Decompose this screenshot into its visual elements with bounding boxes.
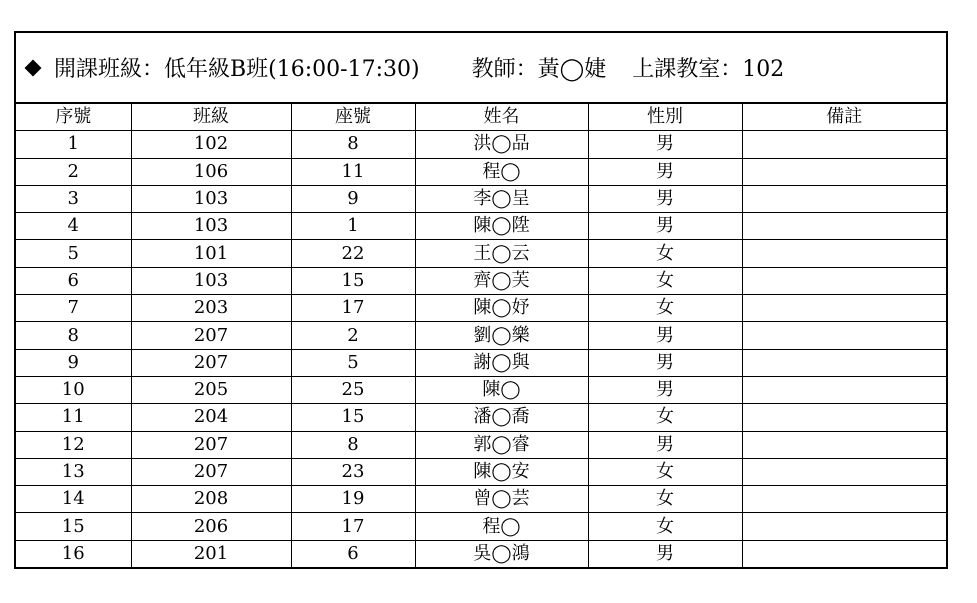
cell-class: 103 [131,267,291,294]
cell-name: 劉◯樂 [415,322,588,349]
cell-seat: 19 [291,486,415,513]
cell-name: 曾◯芸 [415,486,588,513]
cell-gender: 男 [588,322,742,349]
cell-class: 207 [131,431,291,458]
cell-name: 王◯云 [415,240,588,267]
table-row [16,322,946,349]
cell-seat: 17 [291,513,415,540]
cell-seat: 17 [291,295,415,322]
teacher-name: 教師：黃◯婕 [471,57,607,82]
cell-class: 201 [131,540,291,567]
cell-seat: 11 [291,158,415,185]
cell-gender: 女 [588,295,742,322]
cell-remarks [742,458,946,485]
cell-remarks [742,540,946,567]
cell-remarks [742,431,946,458]
table-row [16,295,946,322]
table-row [16,158,946,185]
cell-remarks [742,322,946,349]
cell-class: 207 [131,349,291,376]
class-roster-sheet [14,31,948,569]
cell-index: 14 [16,486,131,513]
table-row [16,131,946,158]
cell-index: 10 [16,376,131,403]
table-header-row [16,104,946,131]
cell-gender: 男 [588,540,742,567]
cell-index: 2 [16,158,131,185]
cell-seat: 8 [291,431,415,458]
cell-index: 1 [16,131,131,158]
table-row [16,349,946,376]
cell-class: 203 [131,295,291,322]
table-row [16,240,946,267]
cell-gender: 女 [588,486,742,513]
cell-gender: 男 [588,349,742,376]
cell-name: 郭◯睿 [415,431,588,458]
cell-seat: 22 [291,240,415,267]
cell-remarks [742,376,946,403]
table-row [16,540,946,567]
cell-gender: 男 [588,376,742,403]
table-row [16,376,946,403]
cell-name: 謝◯與 [415,349,588,376]
cell-gender: 女 [588,513,742,540]
cell-class: 204 [131,404,291,431]
cell-gender: 男 [588,185,742,212]
cell-remarks [742,240,946,267]
cell-remarks [742,213,946,240]
cell-name: 李◯呈 [415,185,588,212]
table-row [16,513,946,540]
cell-name: 陳◯妤 [415,295,588,322]
cell-gender: 男 [588,431,742,458]
cell-gender: 男 [588,213,742,240]
cell-seat: 25 [291,376,415,403]
cell-index: 7 [16,295,131,322]
cell-class: 101 [131,240,291,267]
roster-table [16,104,946,567]
cell-name: 程◯ [415,513,588,540]
cell-index: 8 [16,322,131,349]
column-header-seat: 座號 [291,104,415,131]
roster-header [16,33,946,104]
cell-gender: 女 [588,404,742,431]
cell-remarks [742,513,946,540]
table-row [16,213,946,240]
cell-seat: 8 [291,131,415,158]
cell-class: 205 [131,376,291,403]
cell-seat: 2 [291,322,415,349]
table-row [16,267,946,294]
cell-class: 103 [131,213,291,240]
cell-remarks [742,404,946,431]
cell-index: 15 [16,513,131,540]
cell-name: 潘◯喬 [415,404,588,431]
cell-index: 5 [16,240,131,267]
column-header-gender: 性別 [588,104,742,131]
cell-class: 207 [131,458,291,485]
cell-seat: 9 [291,185,415,212]
cell-class: 102 [131,131,291,158]
cell-class: 207 [131,322,291,349]
cell-class: 106 [131,158,291,185]
cell-index: 9 [16,349,131,376]
cell-remarks [742,185,946,212]
cell-name: 洪◯品 [415,131,588,158]
cell-remarks [742,486,946,513]
column-header-class: 班級 [131,104,291,131]
cell-seat: 15 [291,267,415,294]
cell-gender: 女 [588,240,742,267]
cell-index: 13 [16,458,131,485]
cell-remarks [742,349,946,376]
table-row [16,486,946,513]
roster-table-body [16,131,946,567]
cell-remarks [742,267,946,294]
cell-name: 陳◯ [415,376,588,403]
table-row [16,431,946,458]
class-info: 開課班級：低年級B班(16:00-17:30) [54,57,420,82]
cell-name: 陳◯安 [415,458,588,485]
cell-index: 3 [16,185,131,212]
cell-name: 齊◯芙 [415,267,588,294]
table-row [16,185,946,212]
cell-index: 6 [16,267,131,294]
cell-name: 程◯ [415,158,588,185]
cell-name: 陳◯陞 [415,213,588,240]
diamond-bullet-icon [24,59,42,77]
cell-remarks [742,158,946,185]
cell-seat: 1 [291,213,415,240]
cell-gender: 女 [588,458,742,485]
cell-name: 吳◯鴻 [415,540,588,567]
cell-seat: 6 [291,540,415,567]
classroom-number: 上課教室：102 [632,57,785,82]
cell-index: 12 [16,431,131,458]
cell-gender: 男 [588,158,742,185]
cell-class: 208 [131,486,291,513]
cell-seat: 5 [291,349,415,376]
column-header-remarks: 備註 [742,104,946,131]
cell-seat: 23 [291,458,415,485]
cell-remarks [742,295,946,322]
cell-class: 206 [131,513,291,540]
cell-index: 11 [16,404,131,431]
cell-gender: 男 [588,131,742,158]
table-row [16,404,946,431]
cell-class: 103 [131,185,291,212]
column-header-index: 序號 [16,104,131,131]
table-row [16,458,946,485]
cell-seat: 15 [291,404,415,431]
cell-index: 4 [16,213,131,240]
column-header-name: 姓名 [415,104,588,131]
cell-index: 16 [16,540,131,567]
cell-gender: 女 [588,267,742,294]
cell-remarks [742,131,946,158]
